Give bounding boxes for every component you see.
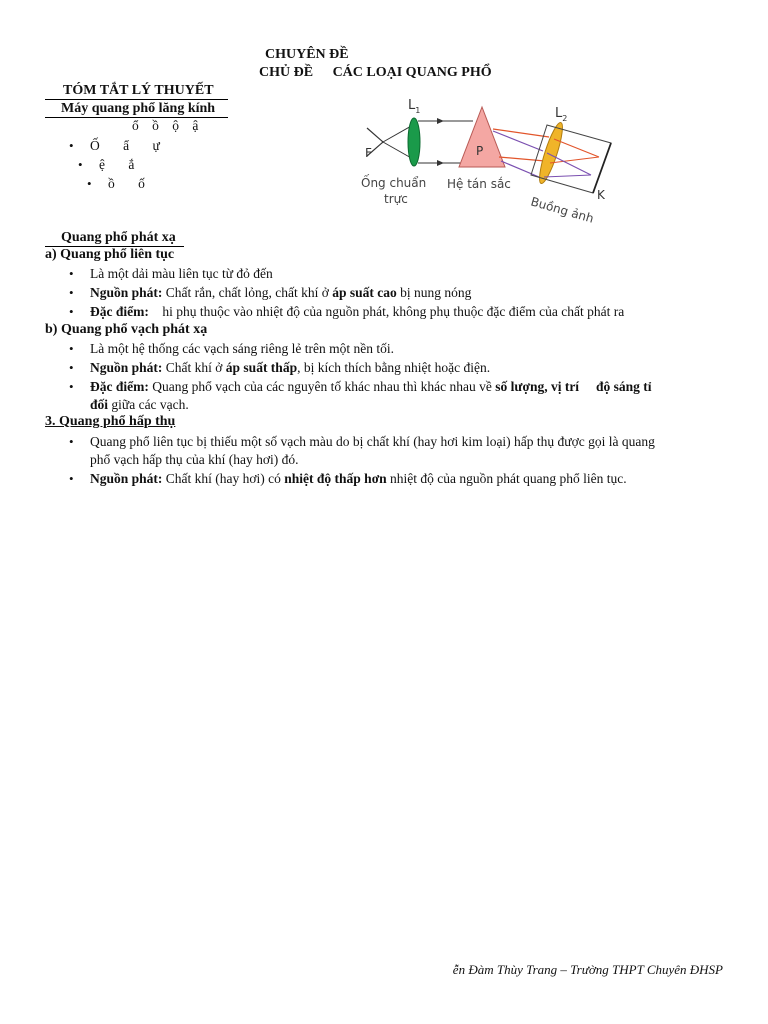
red-ray xyxy=(554,139,599,157)
item-gap xyxy=(579,379,596,394)
item-bold: nhiệt độ thấp hơn xyxy=(284,471,387,486)
theory-title: TÓM TẮT LÝ THUYẾT xyxy=(63,83,214,98)
prism-label: P xyxy=(476,144,484,158)
line-emission-title: b) Quang phổ vạch phát xạ xyxy=(45,322,208,337)
dispersive-caption: Hệ tán sắc xyxy=(447,177,511,191)
item-label: Nguồn phát: xyxy=(90,471,163,486)
item-label: Nguồn phát: xyxy=(90,360,163,375)
violet-ray xyxy=(544,175,591,177)
lens-l2-label: $L_2$ xyxy=(555,106,568,123)
item-bold: đối xyxy=(90,397,109,412)
arrow-head xyxy=(437,160,444,166)
lens-l1-label: $L_1$ xyxy=(408,98,421,115)
collimator-caption: trực xyxy=(384,192,408,206)
prism xyxy=(459,107,505,167)
list-item xyxy=(90,471,627,487)
theory-title-rule xyxy=(45,99,228,100)
lens-l1 xyxy=(408,118,420,166)
list-item: • Là một dải màu liên tục từ đỏ đến xyxy=(90,266,273,282)
item-label: Đặc điểm: xyxy=(90,304,149,319)
item-text: Quang phổ vạch của các nguyên tố khác nhau thì khác nhau về xyxy=(148,379,496,394)
item-label: Nguồn phát: xyxy=(90,285,163,300)
absorption-title: 3. Quang phổ hấp thụ xyxy=(45,414,176,429)
doc-header-chapter xyxy=(259,65,492,81)
slit-line xyxy=(367,128,383,142)
list-item: • Là một hệ thống các vạch sáng riêng lẻ trên một nền tối. xyxy=(90,341,394,357)
item-bold: áp suất thấp xyxy=(225,360,298,375)
list-item xyxy=(90,285,471,301)
item-text: bị nung nóng xyxy=(396,285,472,300)
red-ray xyxy=(493,129,549,137)
item-text: nhiệt độ của nguồn phát quang phổ liên tục. xyxy=(386,471,627,486)
theory-bullet: • ồ ố xyxy=(108,176,145,192)
item-bold: độ sáng tỉ xyxy=(595,379,652,394)
theory-bullet: • ệ ắ xyxy=(99,157,134,173)
item-bold: áp suất cao xyxy=(332,285,397,300)
theory-subtitle: Máy quang phổ lăng kính xyxy=(61,101,216,116)
collimator-caption: Ống chuẩn xyxy=(361,176,427,190)
list-item-continuation xyxy=(90,397,189,413)
item-label: Đặc điểm: xyxy=(90,379,149,394)
prism-spectroscope-diagram xyxy=(355,95,620,230)
violet-ray xyxy=(493,131,543,151)
arrow-head xyxy=(437,118,444,124)
doc-header-topic: CHUYÊN ĐỀ xyxy=(265,47,349,62)
screen-label: K xyxy=(597,188,605,202)
item-bold: số lượng, vị trí xyxy=(495,379,580,394)
item-text: Chất rắn, chất lỏng, chất khí ở xyxy=(162,285,333,300)
camera-caption: Buồng ảnh xyxy=(529,194,596,226)
list-item-continuation: phổ vạch hấp thụ của khí (hay hơi) đó. xyxy=(90,452,299,467)
red-ray xyxy=(499,157,545,161)
item-text: , bị kích thích bằng nhiệt hoặc điện. xyxy=(297,360,491,375)
list-item: • Quang phổ liên tục bị thiếu một số vạch màu do bị chất khí (hay hơi kim loại) hấp thụ được gọi là quang xyxy=(90,434,655,450)
slit-label: F xyxy=(365,146,372,160)
chapter-label: CHỦ ĐỀ xyxy=(259,65,314,80)
theory-bullet: • Ố ẩ ự xyxy=(90,138,160,154)
item-text: Chất khí (hay hơi) có xyxy=(162,471,285,486)
item-text: Chất khí ở xyxy=(162,360,226,375)
item-text: hi phụ thuộc vào nhiệt độ của nguồn phát, không phụ thuộc đặc điểm của chất phát ra xyxy=(148,304,625,319)
item-text: giữa các vạch. xyxy=(108,397,189,412)
list-item xyxy=(90,379,651,395)
continuous-title: a) Quang phổ liên tục xyxy=(45,247,175,262)
emission-title: Quang phổ phát xạ xyxy=(61,230,176,245)
lens-l2 xyxy=(535,121,566,186)
screen-k xyxy=(593,143,611,193)
list-item xyxy=(90,304,624,320)
theory-fragment: ổ ồ ộ ậ xyxy=(132,118,199,133)
chapter-title: CÁC LOẠI QUANG PHỔ xyxy=(332,65,492,80)
list-item xyxy=(90,360,490,376)
page-footer: ễn Đàm Thùy Trang – Trường THPT Chuyên ĐHSP xyxy=(452,962,723,977)
